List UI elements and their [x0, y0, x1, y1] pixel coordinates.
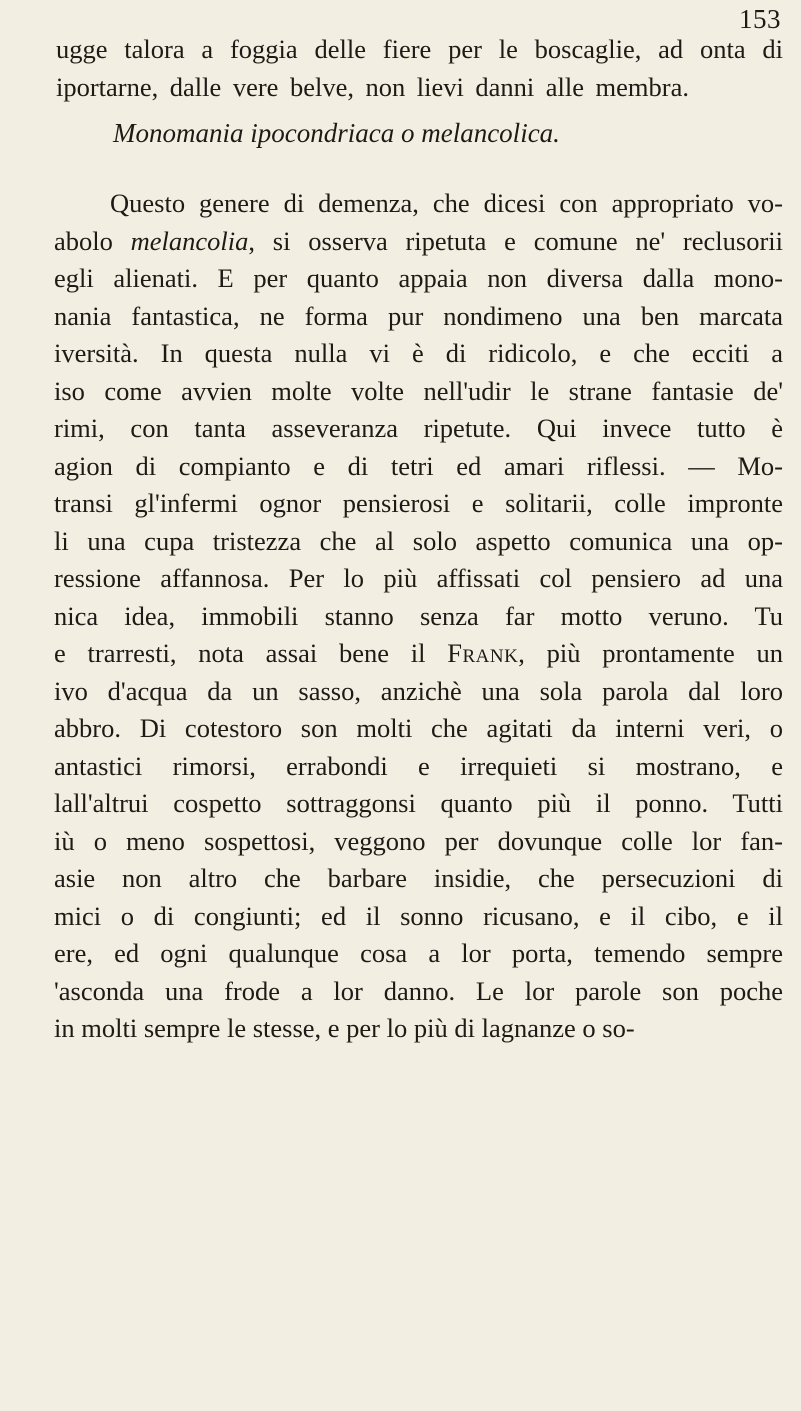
- text-line: [54, 411, 783, 445]
- text-run: nica idea, immobili stanno senza far motto veruno. Tu: [54, 600, 783, 631]
- text-run: iù o meno sospettosi, veggono per dovunque colle lor fan-: [54, 825, 783, 856]
- text-run: rimi, con tanta asseveranza ripetute. Qui invece tutto è: [54, 413, 783, 443]
- text-line: [54, 899, 783, 933]
- text-run: ressione affannosa. Per lo più affissati col pensiero ad una: [54, 563, 783, 593]
- section-heading: Monomania ipocondriaca o melancolica.: [113, 118, 560, 148]
- text-run: Questo genere di demenza, che dicesi con appropriato vo-: [110, 188, 783, 218]
- text-run: lall'altrui cospetto sottraggonsi quanto più il ponno. Tutti: [54, 788, 783, 818]
- text-run: abolo: [54, 225, 131, 256]
- text-run: ere, ed ogni qualunque cosa a lor porta, temendo sempre: [54, 938, 783, 968]
- text-run: , più prontamente un: [518, 638, 784, 668]
- text-line: [54, 636, 783, 670]
- text-run: ivo d'acqua da un sasso, anzichè una sola parola dal loro: [54, 675, 783, 706]
- text-line: [54, 336, 783, 370]
- text-run: mici o di congiunti; ed il sonno ricusano, e il cibo, e il: [54, 900, 783, 931]
- text-line: [54, 261, 783, 295]
- text-line: iportarne, dalle vere belve, non lievi danni alle membra.: [56, 72, 689, 102]
- text-line: [54, 299, 783, 333]
- text-line: [54, 224, 783, 258]
- text-line: [54, 824, 783, 858]
- text-run: iversità. In questa nulla vi è di ridicolo, e che ecciti a: [54, 338, 783, 368]
- text-line: [110, 186, 783, 220]
- text-line: [54, 711, 783, 745]
- text-run: agion di compianto e di tetri ed amari riflessi. — Mo-: [54, 450, 783, 481]
- text-line: [54, 749, 783, 783]
- page-number: 153: [739, 4, 781, 34]
- text-run: abbro. Di cotestoro son molti che agitati da interni veri, o: [54, 713, 783, 743]
- text-line: [54, 786, 783, 820]
- text-run: asie non altro che barbare insidie, che persecuzioni di: [54, 863, 783, 893]
- text-run: li una cupa tristezza che al solo aspetto comunica una op-: [54, 525, 783, 556]
- text-run: antastici rimorsi, errabondi e irrequieti si mostrano, e: [54, 750, 783, 781]
- text-line: [54, 486, 783, 520]
- text-run: iso come avvien molte volte nell'udir le strane fantasie de': [54, 375, 783, 406]
- text-line: [54, 674, 783, 708]
- italic-term: melancolia: [130, 225, 249, 256]
- text-run: , si osserva ripetuta e comune ne' reclusorii: [248, 225, 783, 256]
- text-line: [54, 861, 783, 895]
- text-line: [54, 1011, 781, 1045]
- author-name: Frank: [447, 638, 519, 668]
- text-run: 'asconda una frode a lor danno. Le lor parole son poche: [54, 975, 783, 1006]
- text-line: [54, 449, 783, 483]
- text-run: e trarresti, nota assai bene il: [54, 638, 448, 668]
- text-line: [54, 936, 783, 970]
- text-line: ugge talora a foggia delle fiere per le boscaglie, ad onta di: [56, 34, 783, 64]
- text-line: [54, 974, 783, 1008]
- text-run: transi gl'infermi ognor pensierosi e solitarii, colle impronte: [54, 488, 783, 518]
- text-run: nania fantastica, ne forma pur nondimeno una ben marcata: [54, 300, 783, 331]
- text-run: egli alienati. E per quanto appaia non diversa dalla mono-: [54, 263, 783, 293]
- text-run: in molti sempre le stesse, e per lo più di lagnanze o so-: [54, 1013, 635, 1043]
- text-line: [54, 599, 783, 633]
- text-line: [54, 374, 783, 408]
- text-line: [54, 524, 783, 558]
- text-line: [54, 561, 783, 595]
